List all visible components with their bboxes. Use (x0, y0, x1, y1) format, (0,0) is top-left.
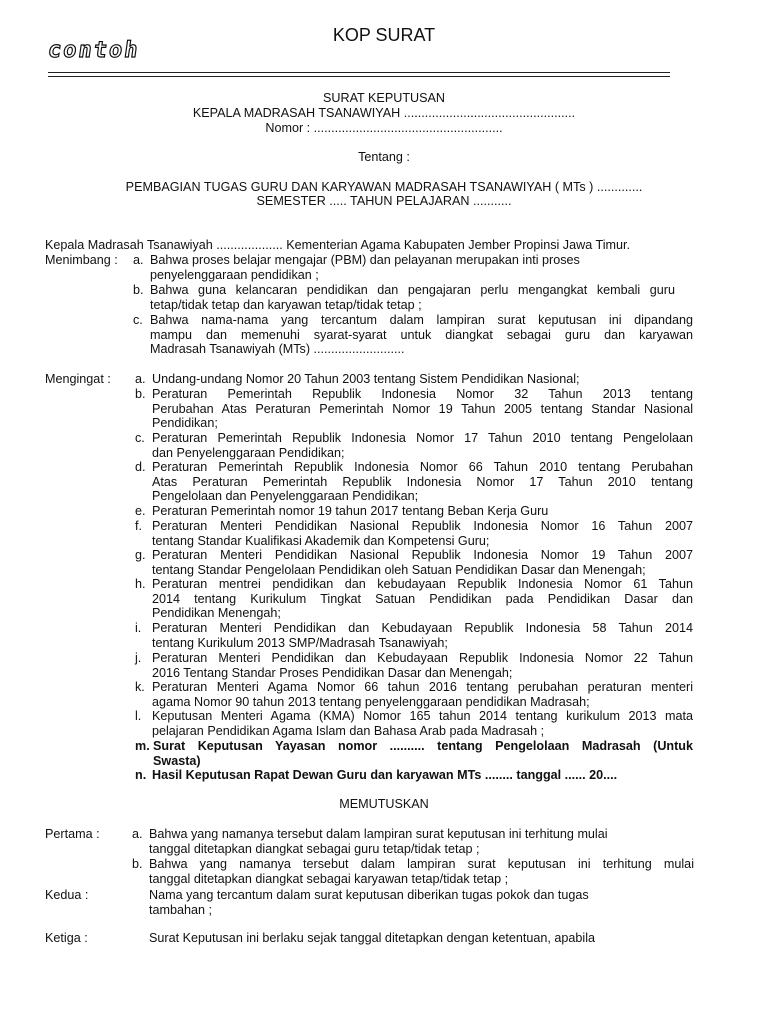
item-letter: l. (135, 709, 142, 723)
mengingat-item-h (135, 577, 693, 621)
item-line: tentang Standar Kualifikasi Akademik dan Kompetensi Guru; (152, 533, 490, 548)
item-line: Perubahan Atas Peraturan Pemerintah Nomor 19 Tahun 2005 tentang Standar Nasional (152, 401, 693, 416)
item-line: dan Penyelenggaraan Pendidikan; (152, 445, 345, 460)
mengingat-item-e (135, 504, 693, 519)
item-line: mampu dan memenuhi syarat-syarat untuk diangkat sebagai guru dan karyawan (150, 327, 693, 342)
item-letter: e. (135, 504, 146, 518)
item-line: Pengelolaan dan Penyelenggaraan Pendidikan; (152, 489, 419, 504)
item-line: 2016 Tentang Standar Proses Pendidikan Dasar dan Menengah; (152, 665, 513, 680)
item-line: 2014 tentang Kurikulum Tingkat Satuan Pendidikan pada Pendidikan Dasar dan (152, 591, 693, 606)
item-line: Atas Peraturan Pemerintah Republik Indonesia Nomor 17 Tahun 2010 tentang (152, 474, 693, 489)
item-line: Pendidikan; (152, 416, 218, 431)
pertama-label: Pertama : (45, 827, 100, 841)
mengingat-item-n (135, 768, 693, 783)
item-line: tentang Kurikulum 2013 SMP/Madrasah Tsanawiyah; (152, 635, 448, 650)
memutuskan-heading: MEMUTUSKAN (339, 797, 429, 811)
kedua-line: tambahan ; (149, 902, 213, 917)
title-kepala-madrasah: KEPALA MADRASAH TSANAWIYAH ................................................. (192, 106, 576, 120)
pertama-item-b (132, 857, 694, 886)
mengingat-item-k (135, 680, 693, 709)
mengingat-item-m (135, 739, 693, 768)
item-line: Keputusan Menteri Agama (KMA) Nomor 165 tahun 2014 tentang kurikulum 2013 mata (152, 709, 693, 723)
item-line: Bahwa yang namanya tersebut dalam lampiran surat keputusan ini terhitung mulai (149, 827, 608, 841)
item-line: Peraturan Menteri Pendidikan dan Kebudayaan Republik Indonesia Nomor 22 Tahun (152, 651, 693, 665)
title-tentang: Tentang : (358, 150, 410, 164)
kedua-label: Kedua : (45, 888, 89, 902)
item-line: Pendidikan Menengah; (152, 606, 281, 621)
menimbang-label: Menimbang : (45, 253, 118, 267)
mengingat-item-g (135, 548, 693, 577)
menimbang-item-a (133, 253, 675, 282)
item-line: Surat Keputusan Yayasan nomor .......... tentang Pengelolaan Madrasah (Untuk (153, 739, 693, 753)
mengingat-item-a (135, 372, 693, 387)
item-line: Bahwa yang namanya tersebut dalam lampiran surat keputusan ini terhitung mulai (149, 857, 694, 871)
mengingat-item-c (135, 431, 693, 460)
header-rule-top (48, 72, 670, 73)
item-line: Peraturan Pemerintah Republik Indonesia Nomor 17 Tahun 2010 tentang Pengelolaan (152, 431, 693, 445)
item-letter: f. (135, 519, 142, 533)
item-line: Bahwa guna kelancaran pendidikan dan pengajaran perlu mengangkat kembali guru (150, 283, 675, 297)
subject-line-1: PEMBAGIAN TUGAS GURU DAN KARYAWAN MADRASAH TSANAWIYAH ( MTs ) ............. (125, 180, 643, 194)
item-line: tanggal ditetapkan diangkat sebagai guru tetap/tidak tetap ; (149, 841, 480, 856)
item-letter: a. (133, 253, 144, 267)
mengingat-item-d (135, 460, 693, 504)
mengingat-item-j (135, 651, 693, 680)
item-line: Undang-undang Nomor 20 Tahun 2003 tentang Sistem Pendidikan Nasional; (152, 372, 580, 386)
mengingat-item-b (135, 387, 693, 431)
item-letter: m. (135, 739, 150, 753)
contoh-watermark: contoh (46, 38, 142, 63)
item-line: Peraturan Menteri Pendidikan dan Kebudayaan Republik Indonesia 58 Tahun 2014 (152, 621, 693, 635)
item-line: Swasta) (153, 753, 201, 768)
item-line: Madrasah Tsanawiyah (MTs) .......................... (150, 342, 405, 357)
title-nomor: Nomor : ...................................................... (265, 121, 503, 135)
item-letter: g. (135, 548, 146, 562)
item-line: Peraturan Pemerintah nomor 19 tahun 2017 tentang Beban Kerja Guru (152, 504, 549, 518)
item-letter: n. (135, 768, 147, 782)
item-letter: d. (135, 460, 146, 474)
ketiga-line: Surat Keputusan ini berlaku sejak tanggal ditetapkan dengan ketentuan, apabila (149, 931, 596, 945)
mengingat-item-i (135, 621, 693, 650)
item-letter: b. (132, 857, 143, 871)
item-line: tentang Standar Pengelolaan Pendidikan oleh Satuan Pendidikan Dasar dan Menengah; (152, 562, 646, 577)
mengingat-item-f (135, 519, 693, 548)
ketiga-text (149, 931, 595, 946)
item-line: tetap/tidak tetap dan karyawan tetap/tidak tetap ; (150, 297, 422, 312)
mengingat-label: Mengingat : (45, 372, 111, 386)
item-line: agama Nomor 90 tahun 2013 tentang penyelenggaraan pendidikan Madrasah; (152, 694, 590, 709)
item-letter: b. (133, 283, 144, 297)
item-line: Peraturan Pemerintah Republik Indonesia Nomor 32 Tahun 2013 tentang (152, 387, 693, 401)
item-letter: c. (133, 313, 143, 327)
item-line: Peraturan Menteri Pendidikan Nasional Republik Indonesia Nomor 19 Tahun 2007 (152, 548, 693, 562)
mengingat-item-l (135, 709, 693, 738)
intro-paragraph: Kepala Madrasah Tsanawiyah ................... Kementerian Agama Kabupaten Jember Propinsi Jawa Timur. (45, 238, 630, 252)
item-letter: j. (135, 651, 142, 665)
item-line: Peraturan Menteri Agama Nomor 66 tahun 2016 tentang perubahan peraturan menteri (152, 680, 693, 694)
item-letter: i. (135, 621, 142, 635)
menimbang-item-b (133, 283, 675, 312)
item-line: Bahwa nama-nama yang tercantum dalam lampiran surat keputusan ini dipandang (150, 313, 693, 327)
item-letter: c. (135, 431, 145, 445)
subject-line-2: SEMESTER ..... TAHUN PELAJARAN ........... (256, 194, 512, 208)
item-line: tanggal ditetapkan diangkat sebagai karyawan tetap/tidak tetap ; (149, 871, 509, 886)
kedua-text (149, 888, 589, 917)
item-line: penyelenggaraan pendidikan ; (150, 267, 319, 282)
ketiga-label: Ketiga : (45, 931, 88, 945)
header-rule-bottom (48, 76, 670, 77)
title-surat-keputusan: SURAT KEPUTUSAN (323, 91, 445, 105)
item-letter: k. (135, 680, 145, 694)
item-line: Peraturan mentrei pendidikan dan kebudayaan Republik Indonesia Nomor 61 Tahun (152, 577, 693, 591)
kop-surat-title: KOP SURAT (332, 25, 436, 45)
item-letter: a. (132, 827, 143, 841)
item-line: Peraturan Pemerintah Republik Indonesia Nomor 66 Tahun 2010 tentang Perubahan (152, 460, 693, 474)
menimbang-item-c (133, 313, 693, 357)
item-line: Hasil Keputusan Rapat Dewan Guru dan karyawan MTs ........ tanggal ...... 20.... (152, 768, 618, 782)
item-line: pelajaran Pendidikan Agama Islam dan Bahasa Arab pada Madrasah ; (152, 723, 545, 738)
item-letter: b. (135, 387, 146, 401)
item-letter: h. (135, 577, 146, 591)
kedua-line: Nama yang tercantum dalam surat keputusan diberikan tugas pokok dan tugas (149, 888, 589, 902)
pertama-item-a (132, 827, 694, 856)
item-line: Bahwa proses belajar mengajar (PBM) dan pelayanan merupakan inti proses (150, 253, 580, 267)
item-letter: a. (135, 372, 146, 386)
item-line: Peraturan Menteri Pendidikan Nasional Republik Indonesia Nomor 16 Tahun 2007 (152, 519, 693, 533)
